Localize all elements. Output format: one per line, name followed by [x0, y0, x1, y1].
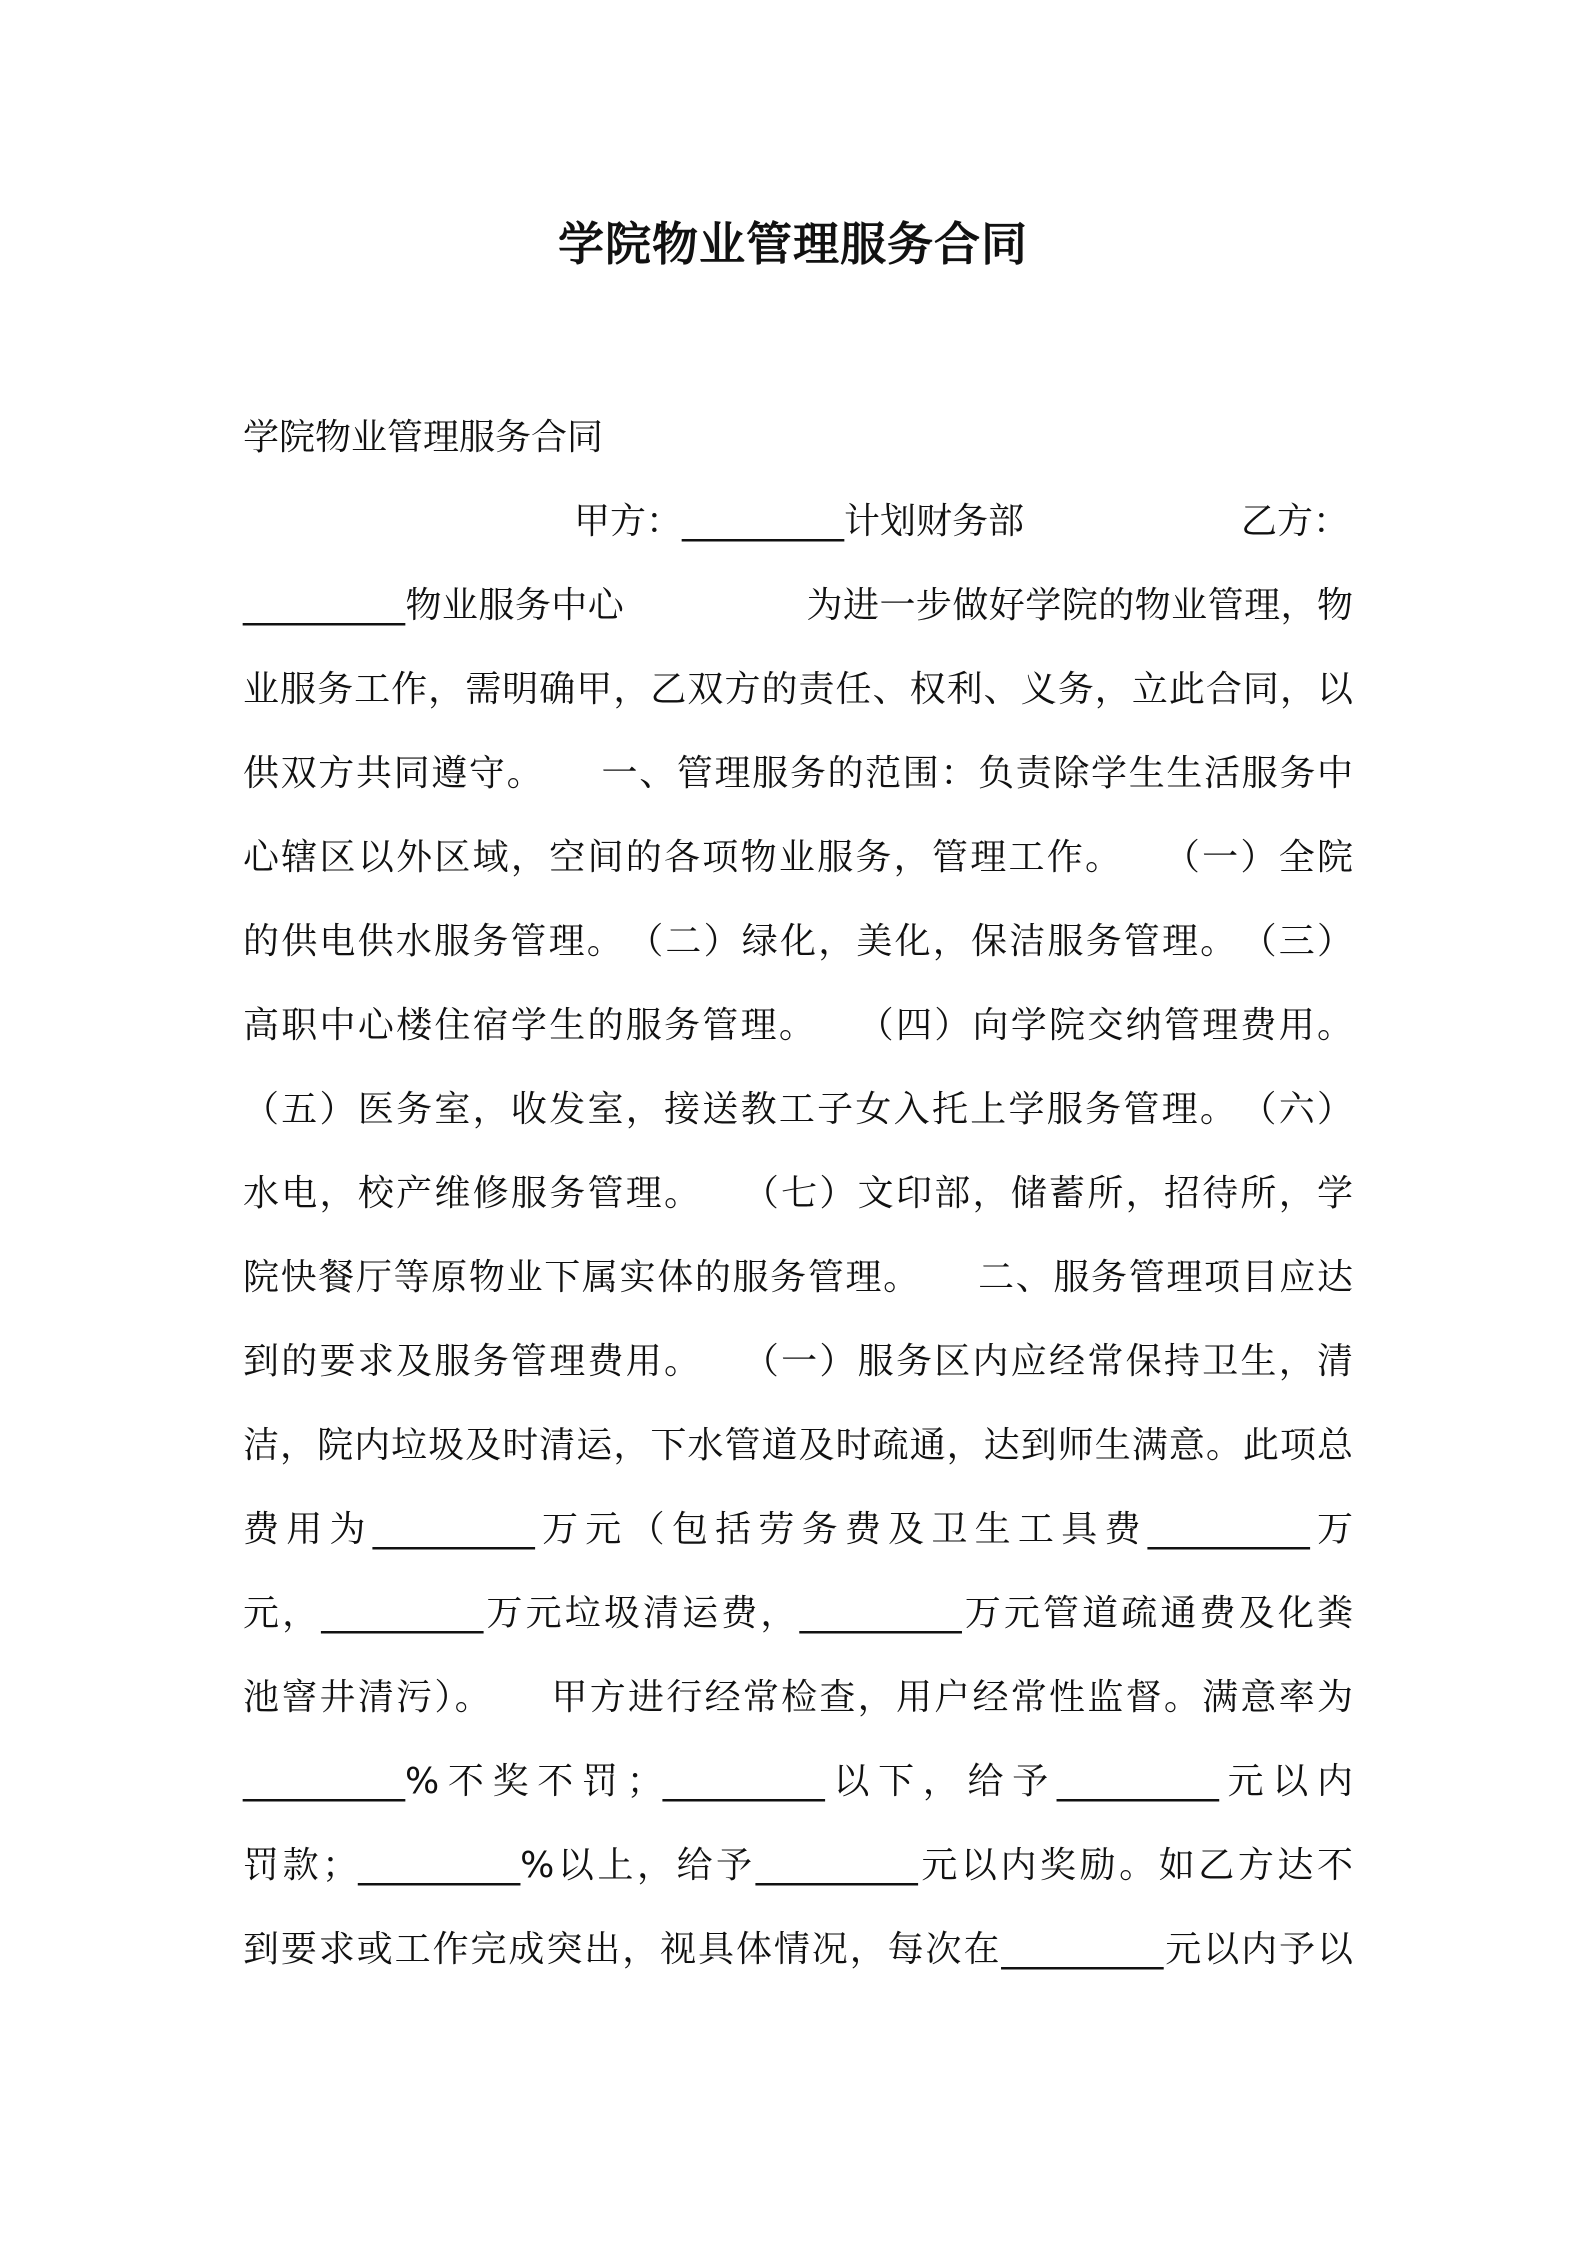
body-line: 罚款；_________%以上，给予_________元以内奖励。如乙方达不 [243, 1845, 1353, 1886]
body-line: 高职中心楼住宿学生的服务管理。 （四）向学院交纳管理费用。 [243, 1005, 1353, 1046]
body-line: 院快餐厅等原物业下属实体的服务管理。 二、服务管理项目应达 [243, 1257, 1353, 1298]
body-line: 的供电供水服务管理。 （二）绿化，美化，保洁服务管理。 （三） [243, 921, 1353, 962]
party-b: 乙方： [1241, 501, 1350, 542]
body-line: _________%不奖不罚；_________以下，给予_________元以内 [243, 1761, 1353, 1802]
document-title: 学院物业管理服务合同 [558, 217, 1028, 271]
body-line: 水电，校产维修服务管理。 （七）文印部，储蓄所，招待所，学 [243, 1173, 1353, 1214]
body-line: 费用为_________万元（包括劳务费及卫生工具费_________万 [243, 1509, 1353, 1550]
document-subtitle: 学院物业管理服务合同 [243, 417, 604, 458]
party-a: 甲方：_________计划财务部 [574, 501, 1025, 542]
party-line [243, 492, 1353, 576]
body-line: 供双方共同遵守。 一、管理服务的范围：负责除学生生活服务中 [243, 753, 1353, 794]
body-line: 池窨井清污）。 甲方进行经常检查，用户经常性监督。满意率为 [243, 1677, 1353, 1718]
body-line: 到的要求及服务管理费用。 （一）服务区内应经常保持卫生，清 [243, 1341, 1353, 1382]
body-line: 到要求或工作完成突出，视具体情况，每次在_________元以内予以 [243, 1929, 1353, 1970]
body-line: _________物业服务中心 为进一步做好学院的物业管理，物 [243, 585, 1353, 626]
body-line: 洁，院内垃圾及时清运，下水管道及时疏通，达到师生满意。此项总 [243, 1425, 1353, 1466]
body-line: （五）医务室，收发室，接送教工子女入托上学服务管理。 （六） [243, 1089, 1353, 1130]
body-line: 业服务工作，需明确甲，乙双方的责任、权利、义务，立此合同，以 [243, 669, 1353, 710]
document-body [243, 408, 1353, 2004]
body-line: 心辖区以外区域，空间的各项物业服务，管理工作。 （一）全院 [243, 837, 1353, 878]
body-line: 元，_________万元垃圾清运费，_________万元管道疏通费及化粪 [243, 1593, 1353, 1634]
